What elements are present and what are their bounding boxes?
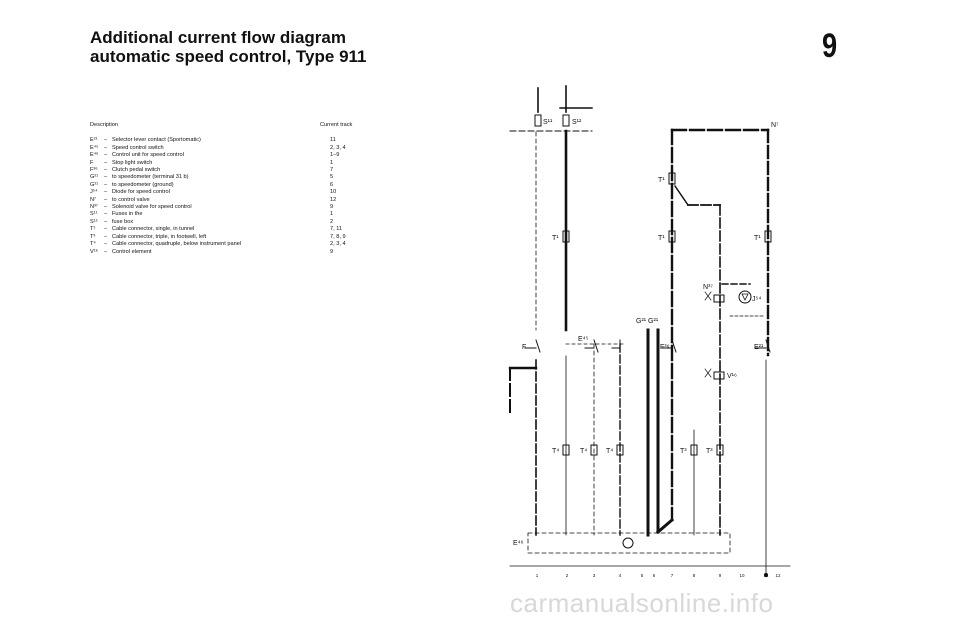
track-number: 2 [565, 573, 569, 578]
legend-dash: – [104, 152, 108, 159]
legend-code: G²¹ [90, 181, 99, 188]
label-e21: E²¹ [754, 344, 764, 351]
legend-code: F³⁶ [90, 167, 98, 174]
track-numbers [536, 573, 781, 578]
legend-dash: – [104, 241, 108, 248]
label-t4-3: T⁴ [606, 448, 614, 455]
track-number: 10 [739, 573, 745, 578]
fuse-s11-symbol [535, 115, 541, 126]
legend-description: Cable connector, triple, in footwell, left [112, 233, 207, 240]
wire-track-8-bend [675, 186, 688, 205]
legend-track: 11 [330, 137, 336, 144]
label-n37: N³⁷ [703, 284, 713, 291]
legend-description: Control element [112, 248, 152, 255]
legend-code: V¹⁶ [90, 248, 98, 255]
legend-dash: – [104, 181, 108, 188]
legend-track: 1 [330, 211, 334, 218]
legend-dash: – [104, 211, 108, 218]
diode-j54-arrow [742, 294, 748, 300]
legend-dash: – [104, 174, 108, 181]
legend-description: Selector lever contact (Sportomatic) [112, 137, 201, 144]
legend-dash: – [104, 233, 108, 240]
track-number: 11 [763, 573, 769, 578]
legend-track: 10 [330, 189, 337, 196]
switch-e45-2 [612, 340, 620, 352]
legend-code: G²¹ [90, 174, 99, 181]
legend-dash: – [104, 226, 108, 233]
legend-dash: – [104, 196, 108, 203]
track-number: 8 [692, 573, 696, 578]
diode-j54-symbol [739, 291, 751, 303]
legend-dash: – [104, 248, 108, 255]
legend-track: 9 [330, 204, 334, 211]
legend-code: E⁴⁵ [90, 144, 99, 151]
legend-description: Speed control switch [112, 144, 164, 151]
track-number: 1 [535, 573, 539, 578]
label-t1-mid-right: T¹ [658, 235, 665, 242]
track-number: 6 [652, 573, 656, 578]
fuse-s12-symbol [563, 115, 569, 126]
label-v16: V¹⁶ [727, 373, 737, 380]
label-f: F [522, 344, 527, 351]
label-s11: S¹¹ [543, 119, 553, 126]
label-e46: E⁴⁶ [513, 540, 524, 547]
legend-code: T¹ [90, 226, 96, 233]
legend-code: T³ [90, 233, 96, 240]
legend-code: E⁴⁶ [90, 152, 99, 159]
legend-track: 2 [330, 218, 334, 225]
legend-code: S¹¹ [90, 211, 98, 218]
legend-description: fuse box [112, 218, 134, 225]
title-line-2: automatic speed control, Type 911 [90, 47, 367, 66]
label-t4-1: T⁴ [552, 448, 560, 455]
legend-track: 9 [330, 248, 334, 255]
label-n7: N⁷ [771, 122, 779, 129]
label-t3-1: T³ [680, 448, 687, 455]
legend-header-description: Description [90, 122, 118, 128]
legend-dash: – [104, 144, 108, 151]
legend-track: 6 [330, 181, 334, 188]
legend-code: J⁵⁴ [90, 189, 98, 196]
switch-f-symbol [525, 340, 540, 352]
legend-track: 5 [330, 174, 334, 181]
label-g21-pair: G²¹ G²¹ [636, 318, 659, 325]
legend-track: 7 [330, 167, 334, 174]
control-unit-ground-symbol [623, 538, 633, 548]
legend-track: 2, 3, 4 [330, 144, 346, 151]
legend-description: to speedometer (terminal 31 b) [112, 174, 189, 181]
legend-description: Fuses in the [112, 211, 143, 218]
legend-description: Diode for speed control [112, 189, 170, 196]
legend-description: Solenoid valve for speed control [112, 204, 192, 211]
wire-track-6-bend [658, 520, 672, 532]
legend-code: N³⁷ [90, 204, 98, 211]
legend-track: 1 [330, 159, 334, 166]
legend-code: T⁴ [90, 241, 96, 248]
legend-dash: – [104, 189, 108, 196]
legend-dash: – [104, 159, 108, 166]
legend-track: 1–9 [330, 152, 340, 159]
legend-dash: – [104, 218, 108, 225]
page-number: 9 [822, 27, 838, 65]
label-f36: F³⁶ [660, 344, 670, 351]
label-j54: J⁵⁴ [752, 296, 762, 303]
legend-description: to speedometer (ground) [112, 181, 174, 188]
legend-description: Cable connector, single, in tunnel [112, 226, 195, 233]
legend-code: N⁷ [90, 196, 97, 203]
track-number: 3 [592, 573, 596, 578]
label-s12: S¹² [572, 119, 582, 126]
legend-track: 7, 11 [330, 226, 343, 233]
label-t1-mid-left: T¹ [552, 235, 559, 242]
control-element-v16-symbol [714, 372, 724, 379]
legend-dash: – [104, 167, 108, 174]
legend-code: E²¹ [90, 137, 98, 144]
track-number: 12 [775, 573, 781, 578]
legend-code: F [90, 159, 94, 166]
legend-track: 12 [330, 196, 337, 203]
legend-header-track: Current track [320, 122, 353, 128]
legend-track: 2, 3, 4 [330, 241, 346, 248]
label-t3-2: T³ [706, 448, 713, 455]
track-number: 9 [718, 573, 722, 578]
track-number: 7 [670, 573, 674, 578]
legend-description: Control unit for speed control [112, 152, 184, 159]
label-t1-upper: T¹ [658, 177, 665, 184]
label-e45: E⁴⁵ [578, 336, 589, 343]
title-line-1: Additional current flow diagram [90, 28, 346, 47]
legend-description: Cable connector, quadruple, below instrument panel [112, 241, 242, 248]
legend-dash: – [104, 204, 108, 211]
valve-markers [705, 292, 711, 377]
solenoid-n37-symbol [714, 295, 724, 302]
legend-description: to control valve [112, 196, 150, 203]
legend-description: Clutch pedal switch [112, 167, 161, 174]
legend-code: S¹² [90, 218, 98, 225]
legend-description: Stop light switch [112, 159, 153, 166]
track-number: 4 [618, 573, 622, 578]
legend-track: 7, 8, 9 [330, 233, 346, 240]
track-number: 5 [640, 573, 644, 578]
control-unit-e46-box [528, 533, 730, 553]
watermark: carmanualsonline.info [510, 588, 774, 618]
legend-dash: – [104, 137, 108, 144]
label-t1-far-right: T¹ [754, 235, 761, 242]
label-t4-2: T⁴ [580, 448, 588, 455]
